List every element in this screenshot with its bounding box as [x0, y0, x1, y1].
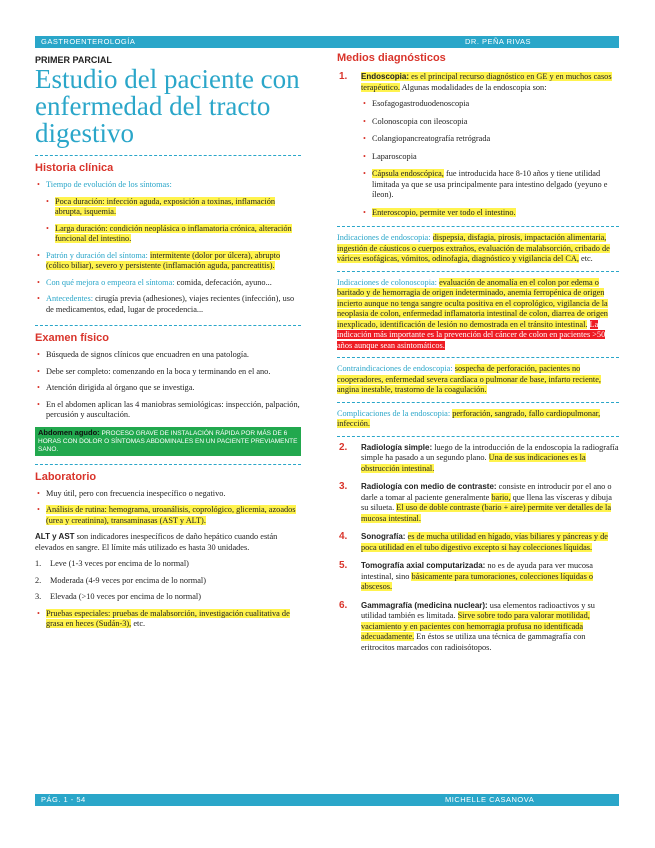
- list-item: • Tiempo de evolución de los síntomas:: [35, 180, 301, 191]
- kicker: PRIMER PARCIAL: [35, 55, 112, 65]
- list-item: 2. Radiología simple: luego de la introducción de la endoscopia la radiografía simple ha pasado a un segundo plano. Una de sus indicaciones es la obstrucción intestinal.: [339, 441, 619, 473]
- page-title: Estudio del paciente con enfermedad del tracto digestivo: [35, 64, 300, 148]
- section-heading: Medios diagnósticos: [337, 52, 446, 64]
- right-column: [337, 52, 619, 661]
- list-item: 2. Moderada (4-9 veces por encima de lo normal): [35, 575, 206, 585]
- section-heading: Historia clínica: [35, 162, 114, 174]
- list-item: • Análisis de rutina: hemograma, uroanálisis, coprológico, glicemia, azoados (urea y creatinina), transaminasas (AST y ALT).: [35, 505, 301, 526]
- header-author: DR. PEÑA RIVAS: [465, 37, 532, 46]
- list-item: • Cápsula endoscópica, fue introducida hace 8-10 años y tiene utilidad limitada ya que se usa principalmente para intestino delgado (yeyuno e íleon).: [361, 169, 619, 201]
- section-heading: Examen físico: [35, 332, 109, 344]
- list-item: • Laparoscopia: [361, 152, 619, 163]
- list-item: 1. Leve (1-3 veces por encima de lo normal): [35, 559, 189, 568]
- note-box: Abdomen agudo: PROCESO GRAVE DE INSTALACIÓN RÁPIDA POR MÁS DE 6 HORAS CON DOLOR O SÍNTOMAS ABDOMINALES EN UN PACIENTE PREVIAMENTE SANO.: [35, 427, 301, 456]
- list-item: 1. Endoscopia: es el principal recurso diagnóstico en GE y en muchos casos terapéutico. Algunas modalidades de la endoscopia son: • Esofagogastroduodenoscopia • Colonoscopia con ileoscopia • Colangiopancreatografía retrógrada • Laparoscopia • Cápsula endoscópica, fue introducida hace 8-10 años y tiene utilidad limitada ya que se usa principalmente para intestino delgado (yeyuno e íleon). • Enteroscopio, permite ver todo el intestino.: [337, 72, 619, 218]
- header-subject: GASTROENTEROLOGÍA: [41, 37, 136, 46]
- list-item: 3. Elevada (>10 veces por encima de lo normal): [35, 592, 201, 601]
- section-examen: [35, 325, 301, 456]
- paragraph: Complicaciones de la endoscopia: perforación, sangrado, fallo cardiopulmonar, infección.: [337, 402, 619, 430]
- list-item: • Colangiopancreatografía retrógrada: [361, 134, 619, 145]
- list-item: • Con qué mejora o empeora el síntoma: comida, defecación, ayuno...: [35, 278, 301, 289]
- footer-bar: [35, 794, 619, 806]
- list-item: • Debe ser completo: comenzando en la boca y terminando en el ano.: [35, 367, 301, 378]
- list-item: 5. Tomografía axial computarizada: no es de ayuda para ver mucosa intestinal, sino básicamente para tumoraciones, colecciones líquidas o abscesos.: [339, 560, 594, 591]
- list-item: • En el abdomen aplican las 4 maniobras semiológicas: inspección, palpación, percusión y auscultación.: [35, 400, 301, 421]
- list-item: • Muy útil, pero con frecuencia inespecífico o negativo.: [35, 489, 301, 500]
- list-item: • Enteroscopio, permite ver todo el intestino.: [361, 208, 619, 219]
- list-item: • Antecedentes: cirugía previa (adhesiones), viajes recientes (infección), uso de medicamentos, edad, lugar de procedencia...: [35, 294, 301, 315]
- list-item: • Poca duración: infección aguda, exposición a toxinas, inflamación abrupta, isquemia.: [35, 197, 301, 218]
- list-item: • Colonoscopia con ileoscopia: [361, 117, 619, 128]
- list-item: 3. Radiología con medio de contraste: consiste en introducir por el ano o darle a tomar al paciente generalmente bario, que llena las vísceras y dibuja su silueta. El uso de doble contraste (bario + aire) permite ver detalles de la mucosa intestinal.: [339, 481, 612, 523]
- list-item: • Pruebas especiales: pruebas de malabsorción, investigación cualitativa de grasa en heces (Sudán-3), etc.: [35, 609, 301, 630]
- list-item: • Atención dirigida al órgano que se investiga.: [35, 383, 301, 394]
- header-bar: [35, 36, 619, 48]
- footer-author: MICHELLE CASANOVA: [445, 795, 535, 804]
- paragraph: Indicaciones de colonoscopia: evaluación de anomalía en el colon por edema o baritado y de hemorragia de origen indeterminado, anemia ferropénica de origen incierto aunque no tenga sangre oculta positiva en el coprológico, vigilancia de la neoplasia de colon, enfermedad inflamatoria intestinal de colon, diarrea de origen inexplicado, identificación de lesión no demostrada en el tránsito intestinal. La indicación más importante es la prevención del cáncer de colon en pacientes >50 años aunque sean asintomáticos.: [337, 271, 619, 352]
- page-number: PÁG. 1 - 54: [41, 795, 86, 804]
- list-item: • Búsqueda de signos clínicos que encuadren en una patología.: [35, 350, 301, 361]
- list-item: 4. Sonografía: es de mucha utilidad en hígado, vías biliares y páncreas y de poca utilidad en el tubo digestivo excepto si hay colecciones líquidas.: [339, 531, 608, 552]
- left-column: [35, 52, 301, 636]
- list-item: 6. Gammagrafía (medicina nuclear): usa elementos radioactivos y su utilidad también es limitada. Sirve sobre todo para valorar motilidad, vaciamiento y en pacientes con hemorragia profusa no identificada adecuadamente. En éstos se utiliza una técnica de gammagrafía con eritrocitos marcados con radioisótopos.: [339, 599, 595, 652]
- section-historia: [35, 155, 301, 315]
- list-item: • Esofagogastroduodenoscopia: [361, 99, 619, 110]
- section-heading: Laboratorio: [35, 470, 97, 483]
- list-item: • Patrón y duración del síntoma: intermitente (dolor por úlcera), abrupto (cólico biliar), severo y persistente (inflamación aguda, pancreatitis).: [35, 251, 301, 272]
- paragraph: Contraindicaciones de endoscopia: sospecha de perforación, pacientes no cooperadores, enfermedad severa cardíaca o pulmonar de base, infarto reciente, angina inestable, trastorno de la coagulación.: [337, 357, 619, 396]
- paragraph: ALT y AST son indicadores inespecíficos de daño hepático cuando están elevados en sangre. El límite más utilizado es hasta 30 unidades.: [35, 532, 278, 552]
- list-item: • Larga duración: condición neoplásica o inflamatoria crónica, alteración funcional del intestino.: [35, 224, 301, 245]
- paragraph: Indicaciones de endoscopia: dispepsia, disfagia, pirosis, impactación alimentaria, ingestión de cáusticos o cuerpos extraños, evaluación de malabsorción, cribado de várices esofágicas, vómitos, odinofagia, diagnóstico y vigilancia del CA, etc.: [337, 226, 619, 265]
- section-laboratorio: [35, 464, 301, 630]
